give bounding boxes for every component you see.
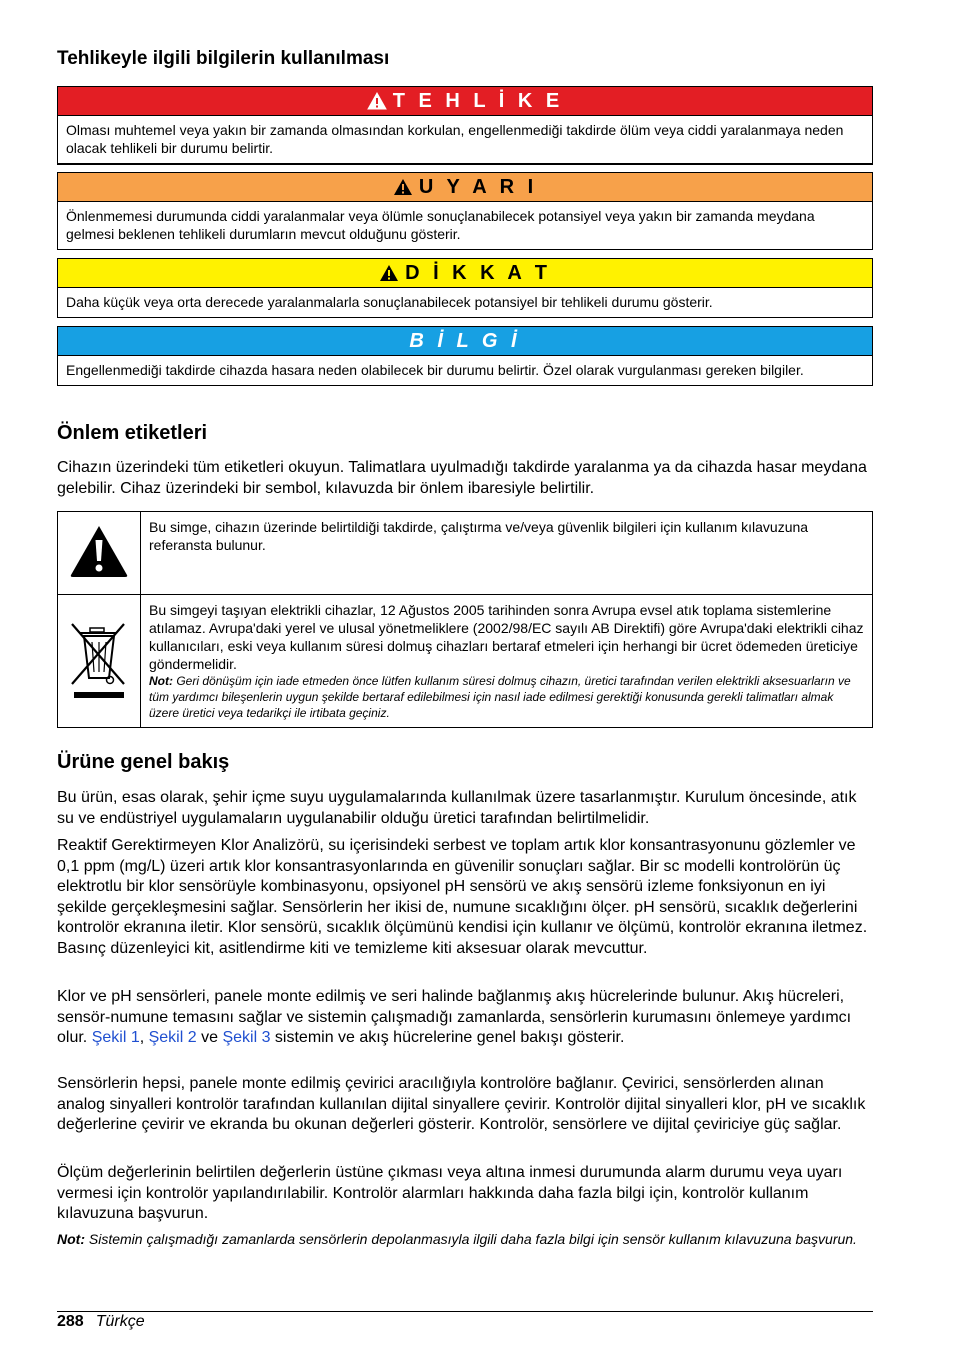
warning-label: U Y A R I <box>418 175 538 198</box>
overview-paragraph-1: Bu ürün, esas olarak, şehir içme suyu uygulamalarında kullanılmak üzere tasarlanmıştır. Kurulum öncesinde, atık su ve endüstriyel uygulamaların uygulanabilir olduğu üretici tarafından belirtilmelidir. <box>57 789 857 827</box>
footer-divider <box>57 1311 873 1312</box>
warning-triangle-icon <box>393 178 413 196</box>
notice-label: B İ L G İ <box>409 329 521 352</box>
weee-text: Bu simgeyi taşıyan elektrikli cihazlar, 12 Ağustos 2005 tarihinden sonra Avrupa evsel atık toplama sistemlerine atılamaz. Avrupa'daki yerel ve ulusal yönetmeliklere (2002/98/EC sayılı AB Direktifi) göre Avrupa'daki elektrikli cihaz kullanıcıları, eski veya kullanım süresi dolmuş cihazları bertaraf etmeleri için herhangi bir ücret ödemeden üreticiye göndermelidir. <box>149 602 864 672</box>
warning-box <box>57 172 873 250</box>
paragraph-text: Klor ve pH sensörleri, panele monte edilmiş ve seri halinde bağlanmış akış hücrelerinde bulunur. Akış hücreleri, sensör-numune temasını sağlar ve sistemin çalışmadığı zamanlarda, sensörlerin kurumasını önlemeye yardımcı olur. <box>57 988 852 1046</box>
overview-paragraph-5: Ölçüm değerlerinin belirtilen değerlerin üstüne çıkması veya altına inmesi durumunda alarm durumu veya uyarı vermesi için kontrolör yapılandırılabilir. Kontrolör alarmları hakkında daha fazla bilgi için, kontrolör kullanım kılavuzuna başvurun. <box>57 1164 843 1222</box>
notice-text: Engellenmediği takdirde cihazda hasara neden olabilecek bir durumu belirtir. Özel olarak vurgulanması gereken bilgiler. <box>66 362 804 378</box>
caution-box <box>57 258 873 318</box>
separator-text: ve <box>196 1029 223 1046</box>
footer <box>57 1313 145 1331</box>
symbol-description: Bu simge, cihazın üzerinde belirtildiği takdirde, çalıştırma ve/veya güvenlik bilgileri için kullanım kılavuzuna referansta bulunur. <box>141 512 873 595</box>
table-row <box>58 512 873 595</box>
precaution-intro: Cihazın üzerindeki tüm etiketleri okuyun. Talimatlara uyulmadığı takdirde yaralanma ya da cihazda hasar meydana gelebilir. Cihaz üzerindeki bir sembol, kılavuzda bir önlem ibaresiyle belirtilir. <box>57 459 867 497</box>
page-number: 288 <box>57 1313 84 1330</box>
symbol-table <box>57 511 873 728</box>
danger-box <box>57 86 873 165</box>
caution-label: D İ K K A T <box>405 261 551 284</box>
symbol-cell <box>58 595 141 728</box>
section-heading-product-overview: Ürüne genel bakış <box>57 751 230 773</box>
warning-bar <box>58 173 872 202</box>
danger-label: T E H L İ K E <box>392 89 564 112</box>
figure-3-link[interactable]: Şekil 3 <box>222 1029 271 1046</box>
symbol-cell <box>58 512 141 595</box>
note-label: Not: <box>149 674 173 688</box>
section-heading-hazard-info: Tehlikeyle ilgili bilgilerin kullanılması <box>57 48 390 69</box>
overview-paragraph-4: Sensörlerin hepsi, panele monte edilmiş çevirici aracılığıyla kontrolöre bağlanır. Çevirici, sensörlerden alınan analog sinyalleri kontrolör tarafından kullanılan dijital sinyallere çevirir. Kontrolör dijital sinyalleri klor, pH ve sıcaklık değerlerine çevirir ve ekranda bu okunan değerleri gösterir. Kontrolör, sensörlere ve dijital çeviriciye güç sağlar. <box>57 1075 866 1133</box>
caution-bar <box>58 259 872 288</box>
danger-bar <box>58 87 872 116</box>
note-text: Sistemin çalışmadığı zamanlarda sensörlerin depolanmasıyla ilgili daha fazla bilgi için sensör kullanım kılavuzuna başvurun. <box>88 1231 857 1247</box>
footer-language: Türkçe <box>95 1313 145 1330</box>
crossed-bin-icon <box>66 618 132 700</box>
storage-note <box>57 1230 869 1248</box>
overview-paragraph-2: Reaktif Gerektirmeyen Klor Analizörü, su içerisindeki serbest ve toplam artık klor konsantrasyonunu gözlemler ve 0,1 ppm (mg/L) üzeri artık klor konsantrasyonlarında en güvenilir sonuçları sağlar. Bir sc modelli kontrolörün üç elektrotlu bir klor sensörüyle kombinasyonu, opsiyonel pH sensörü ve akış sensörü izleme fonksiyonun en iyi şekilde gerçekleşmesini sağlar. Sensörlerin her ikisi de, numune sıcaklığını ölçer. pH sensörü, sıcaklık değerlerini kontrolör ekranına iletir. Klor sensörü, sıcaklık ölçümünü kendisi için kullanır ve ölçümü, kontrolör ekranına iletmez. Basınç düzenleyici kit, asitlendirme kiti ve temizleme kiti aksesuar olarak mevcuttur. <box>57 837 868 957</box>
notice-box <box>57 326 873 386</box>
notice-bar <box>58 327 872 356</box>
note-text: Geri dönüşüm için iade etmeden önce lütfen kullanım süresi dolmuş cihazın, üretici tarafından verilen elektrikli aksesuarların ve tüm yardımcı bileşenlerin uygun şekilde bertaraf edilebilmesi için nasıl iade edilmesi gerektiği konusunda gerekli talimatları almak üzere üretici veya tedarikçi ile irtibata geçiniz. <box>149 674 851 720</box>
table-row <box>58 595 873 728</box>
symbol-description <box>141 595 873 728</box>
separator-text: , <box>139 1029 149 1046</box>
warning-triangle-icon <box>379 264 399 282</box>
warning-triangle-icon <box>68 523 130 579</box>
paragraph-text: sistemin ve akış hücrelerine genel bakışı gösterir. <box>270 1029 625 1046</box>
caution-text: Daha küçük veya orta derecede yaralanmalarla sonuçlanabilecek potansiyel bir tehlikeli durumu gösterir. <box>66 294 713 310</box>
figure-2-link[interactable]: Şekil 2 <box>148 1029 197 1046</box>
warning-text: Önlenmemesi durumunda ciddi yaralanmalar veya ölümle sonuçlanabilecek potansiyel veya yakın bir zamanda meydana gelmesi beklenen tehlikeli durumların mevcut olduğunu gösterir. <box>66 208 815 242</box>
note-label: Not: <box>57 1231 85 1247</box>
overview-paragraph-3 <box>57 987 869 1049</box>
weee-note <box>149 673 864 721</box>
section-heading-precaution-labels: Önlem etiketleri <box>57 422 208 444</box>
figure-1-link[interactable]: Şekil 1 <box>91 1029 140 1046</box>
danger-text: Olması muhtemel veya yakın bir zamanda olmasından korkulan, engellenmediği takdirde ölüm veya ciddi yaralanmaya neden olacak tehlikeli bir durumu belirtir. <box>66 122 844 156</box>
warning-triangle-icon <box>367 92 387 110</box>
